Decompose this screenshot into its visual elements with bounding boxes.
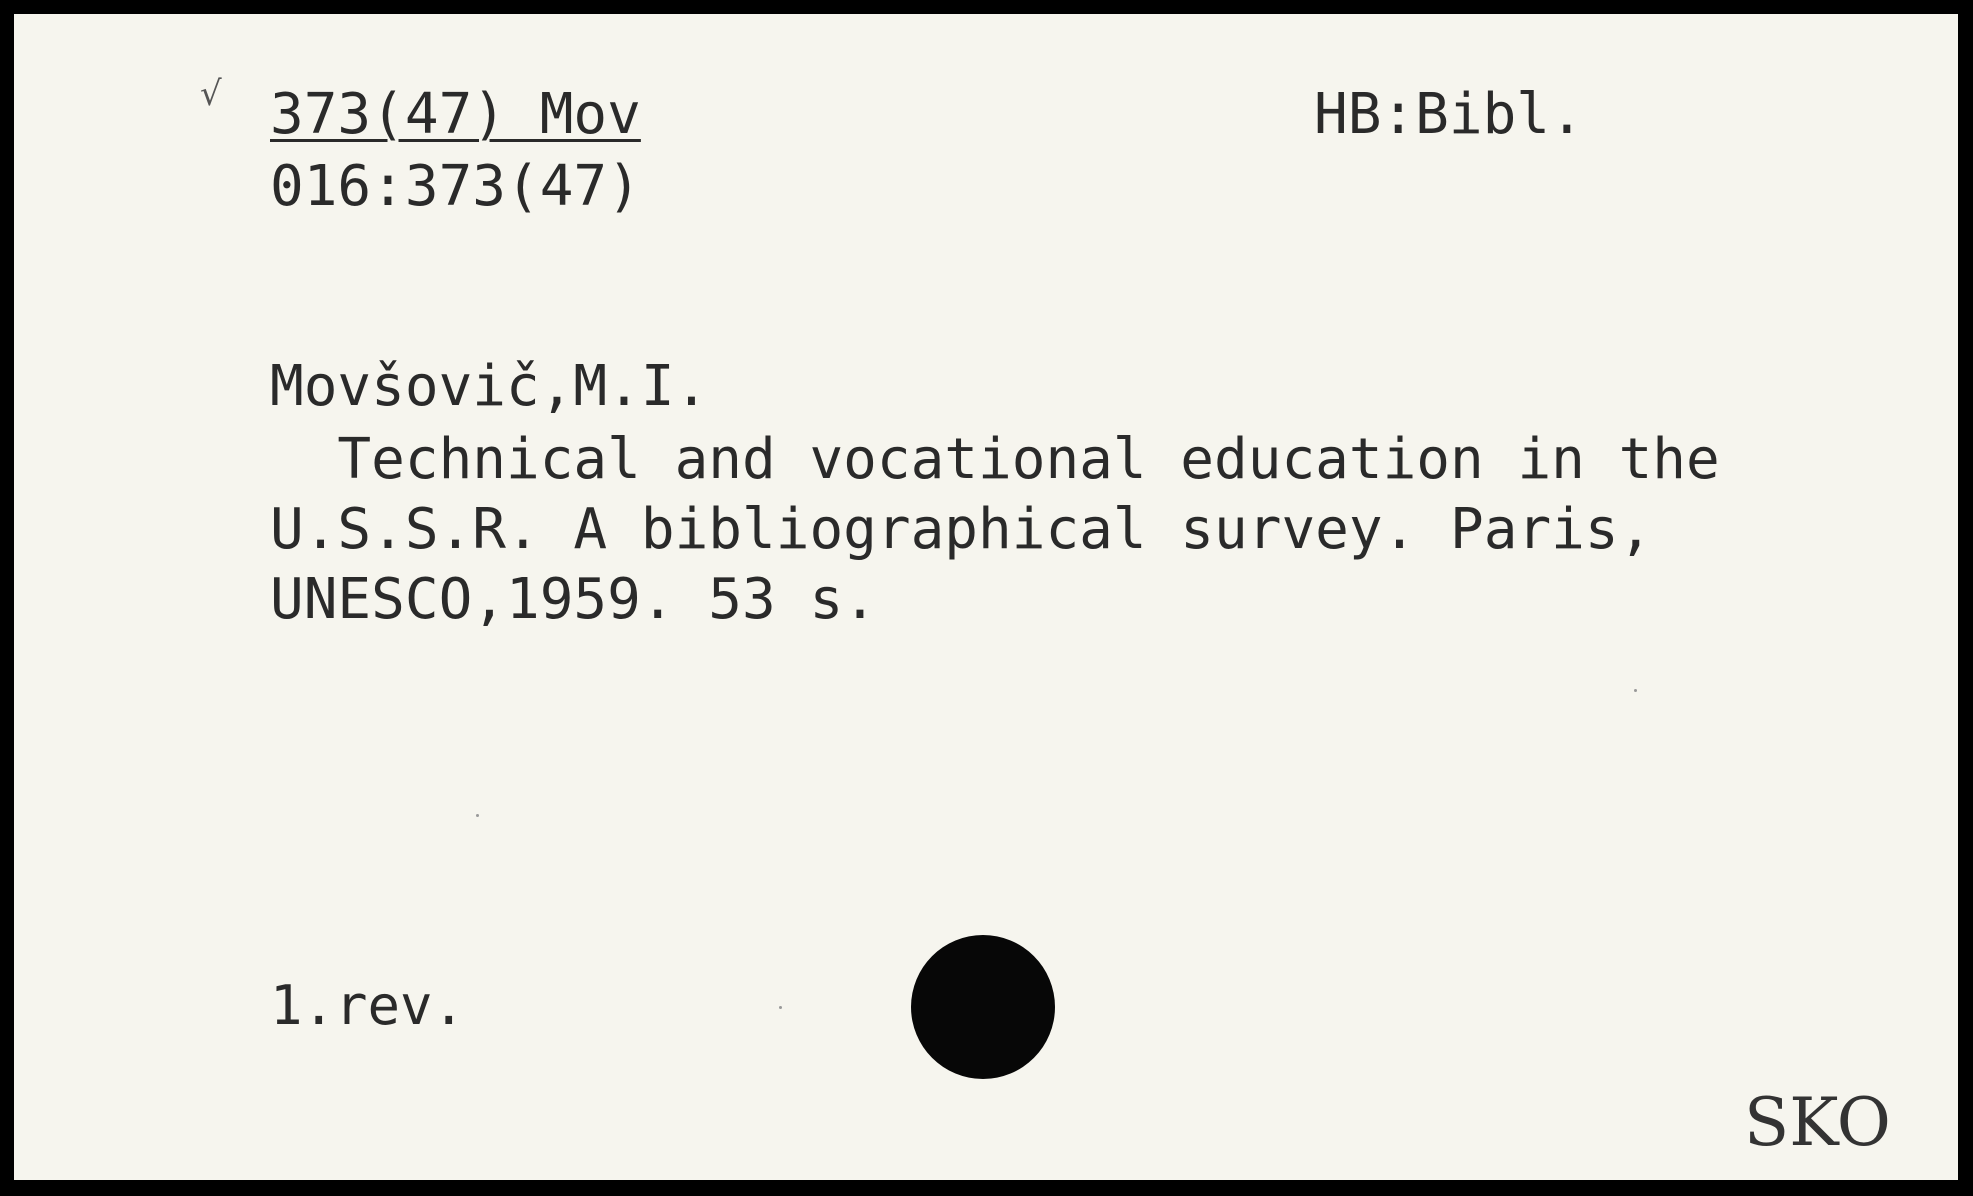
paper-speck (476, 814, 479, 817)
call-number-primary: 373(47) Mov (270, 82, 641, 147)
location-code: HB:Bibl. (1314, 82, 1584, 147)
imprint-line: UNESCO,1959. 53 s. (270, 567, 877, 632)
author-name: Movšovič,M.I. (270, 354, 709, 419)
review-note: 1.rev. (270, 974, 466, 1037)
punch-hole (911, 935, 1055, 1079)
call-number-secondary: 016:373(47) (270, 154, 641, 219)
stamp-label: SKO (1744, 1084, 1891, 1161)
title-line: Technical and vocational education in the (270, 427, 1720, 492)
catalog-card (14, 14, 1958, 1180)
paper-speck (779, 1006, 782, 1009)
paper-speck (1634, 689, 1637, 692)
check-mark: √ (200, 74, 222, 114)
title-line: U.S.S.R. A bibliographical survey. Paris, (270, 497, 1653, 562)
